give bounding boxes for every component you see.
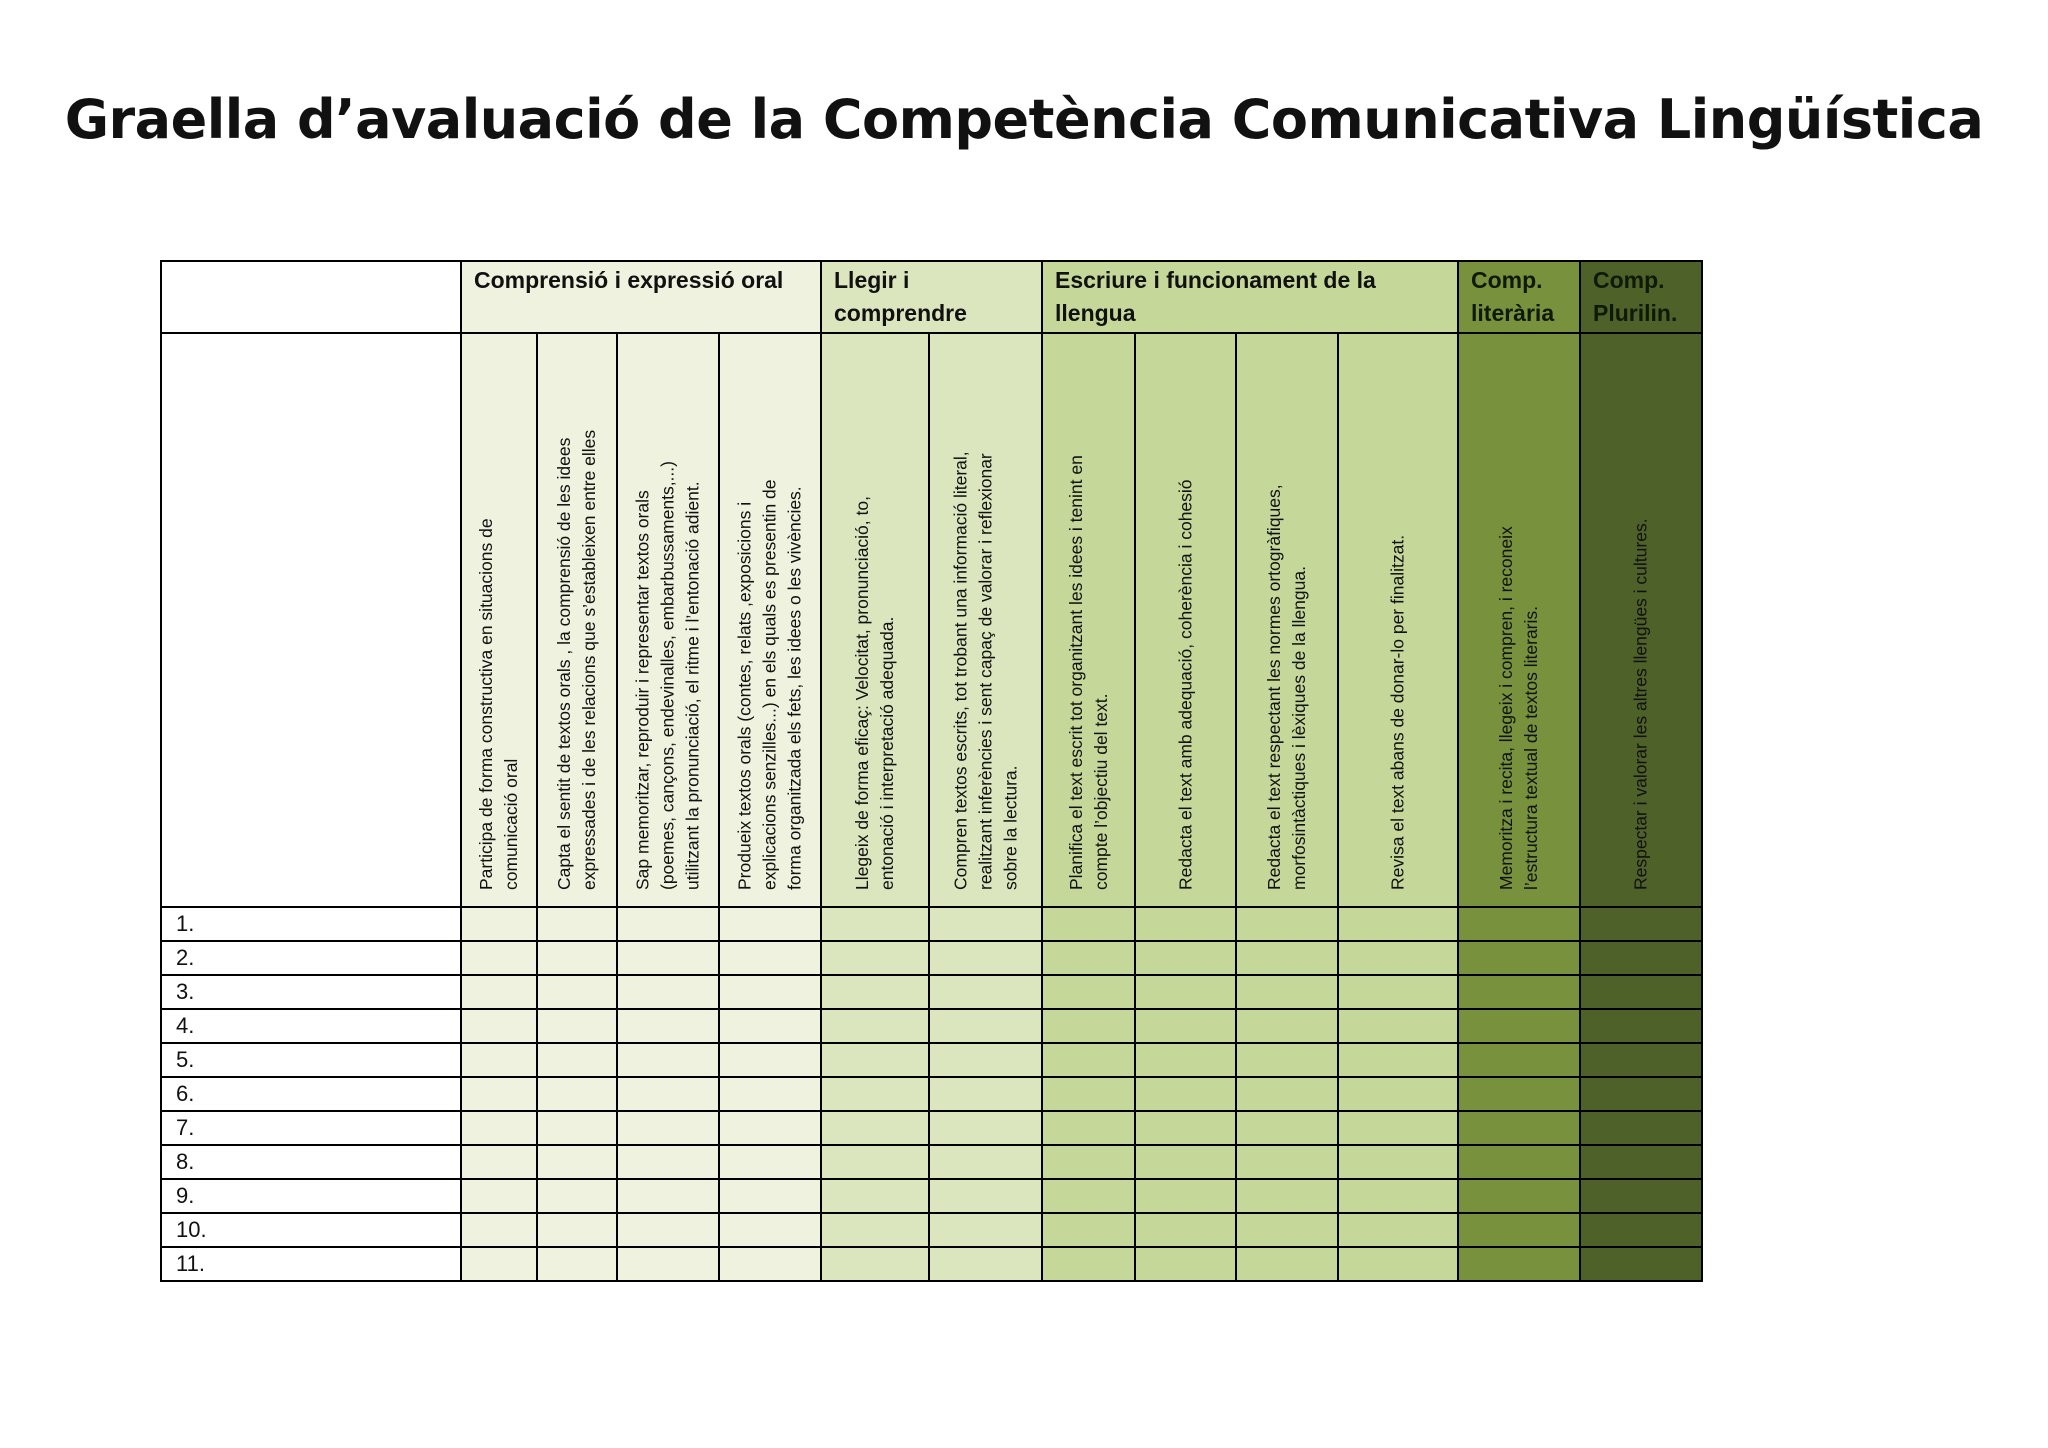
score-cell[interactable] (719, 941, 821, 975)
table-row (161, 1009, 1702, 1043)
score-cell[interactable] (1236, 1145, 1338, 1179)
row-number: 8. (161, 1145, 461, 1179)
score-cell[interactable] (617, 1077, 719, 1111)
score-cell[interactable] (1338, 1009, 1458, 1043)
score-cell[interactable] (461, 1213, 537, 1247)
score-cell[interactable] (1135, 975, 1236, 1009)
score-cell[interactable] (1338, 1145, 1458, 1179)
score-cell[interactable] (617, 907, 719, 941)
score-cell[interactable] (929, 1077, 1042, 1111)
group-literary: Comp. literària (1458, 261, 1580, 333)
table-row (161, 1213, 1702, 1247)
score-cell[interactable] (1236, 1077, 1338, 1111)
score-cell[interactable] (537, 941, 617, 975)
criterion-text: Produeix textos orals (contes, relats ,exposicions i explicacions senzilles...) en els quals es presentin de forma organitzada els fets, les idees o les vivències. (734, 479, 805, 890)
score-cell[interactable] (1135, 1145, 1236, 1179)
score-cell[interactable] (719, 1213, 821, 1247)
score-cell[interactable] (1338, 1111, 1458, 1145)
score-cell[interactable] (1135, 1179, 1236, 1213)
criterion-text: Redacta el text amb adequació, coherència i cohesió (1175, 479, 1195, 890)
table-row (161, 975, 1702, 1009)
score-cell[interactable] (1236, 1111, 1338, 1145)
row-number: 7. (161, 1111, 461, 1145)
score-cell[interactable] (1338, 1213, 1458, 1247)
score-cell[interactable] (719, 975, 821, 1009)
score-cell[interactable] (617, 1009, 719, 1043)
evaluation-grid (160, 260, 1703, 1282)
score-cell[interactable] (1135, 1213, 1236, 1247)
criterion-text: Sap memoritzar, reproduir i representar textos orals (poemes, cançons, endevinalles, embarbussaments,...) utilitzant la pronunciació, el ritme i l’entonació adient. (632, 461, 703, 890)
score-cell[interactable] (1338, 941, 1458, 975)
score-cell[interactable] (821, 1077, 929, 1111)
score-cell[interactable] (1338, 1043, 1458, 1077)
group-writing: Escriure i funcionament de la llengua (1042, 261, 1458, 333)
score-cell[interactable] (929, 1179, 1042, 1213)
score-cell[interactable] (1236, 975, 1338, 1009)
score-cell[interactable] (1236, 1213, 1338, 1247)
criterion-cell (461, 333, 537, 907)
score-cell[interactable] (1458, 1145, 1580, 1179)
criterion-text: Respectar i valorar les altres llengües i cultures. (1630, 518, 1651, 890)
score-cell[interactable] (1580, 1247, 1702, 1281)
score-cell[interactable] (1458, 907, 1580, 941)
score-cell[interactable] (537, 1247, 617, 1281)
score-cell[interactable] (537, 1145, 617, 1179)
score-cell[interactable] (1042, 1179, 1135, 1213)
score-cell[interactable] (461, 1077, 537, 1111)
row-number: 5. (161, 1043, 461, 1077)
score-cell[interactable] (461, 907, 537, 941)
score-cell[interactable] (719, 1145, 821, 1179)
score-cell[interactable] (1135, 941, 1236, 975)
score-cell[interactable] (1338, 1247, 1458, 1281)
score-cell[interactable] (1135, 1009, 1236, 1043)
score-cell[interactable] (1236, 1043, 1338, 1077)
score-cell[interactable] (821, 975, 929, 1009)
score-cell[interactable] (1042, 1111, 1135, 1145)
score-cell[interactable] (1042, 1009, 1135, 1043)
score-cell[interactable] (1135, 1043, 1236, 1077)
score-cell[interactable] (719, 1111, 821, 1145)
score-cell[interactable] (1458, 975, 1580, 1009)
score-cell[interactable] (461, 975, 537, 1009)
criterion-text: Participa de forma constructiva en situacions de comunicació oral (476, 518, 521, 890)
score-cell[interactable] (929, 1043, 1042, 1077)
criterion-text: Llegeix de forma eficaç: Velocitat, pronunciació, to, entonació i interpretació adequada. (852, 496, 897, 890)
score-cell[interactable] (461, 1179, 537, 1213)
score-cell[interactable] (1580, 1111, 1702, 1145)
criterion-cell (1236, 333, 1338, 907)
criterion-cell (1458, 333, 1580, 907)
score-cell[interactable] (1236, 1009, 1338, 1043)
score-cell[interactable] (719, 1247, 821, 1281)
score-cell[interactable] (821, 1111, 929, 1145)
page-title: Graella d’avaluació de la Competència Comunicativa Lingüística (64, 88, 1984, 151)
table-row (161, 1043, 1702, 1077)
score-cell[interactable] (1458, 1213, 1580, 1247)
score-cell[interactable] (1338, 975, 1458, 1009)
score-cell[interactable] (461, 1043, 537, 1077)
score-cell[interactable] (1580, 941, 1702, 975)
group-header-row (161, 261, 1702, 333)
score-cell[interactable] (929, 1247, 1042, 1281)
criterion-cell (617, 333, 719, 907)
criterion-cell (537, 333, 617, 907)
score-cell[interactable] (1042, 907, 1135, 941)
score-cell[interactable] (537, 1111, 617, 1145)
score-cell[interactable] (617, 1213, 719, 1247)
row-number: 6. (161, 1077, 461, 1111)
student-rows (161, 907, 1702, 1281)
score-cell[interactable] (821, 1179, 929, 1213)
row-number: 10. (161, 1213, 461, 1247)
row-number: 1. (161, 907, 461, 941)
score-cell[interactable] (929, 941, 1042, 975)
score-cell[interactable] (821, 1043, 929, 1077)
criterion-text: Redacta el text respectant les normes ortogràfiques, morfosintàctiques i lèxiques de la llengua. (1264, 484, 1309, 890)
score-cell[interactable] (461, 941, 537, 975)
score-cell[interactable] (1338, 907, 1458, 941)
score-cell[interactable] (821, 907, 929, 941)
criterion-cell (1135, 333, 1236, 907)
score-cell[interactable] (1042, 1043, 1135, 1077)
score-cell[interactable] (537, 1213, 617, 1247)
score-cell[interactable] (1338, 1179, 1458, 1213)
score-cell[interactable] (1458, 1009, 1580, 1043)
score-cell[interactable] (1338, 1077, 1458, 1111)
score-cell[interactable] (1580, 1179, 1702, 1213)
score-cell[interactable] (1580, 1145, 1702, 1179)
score-cell[interactable] (821, 1213, 929, 1247)
score-cell[interactable] (461, 1111, 537, 1145)
score-cell[interactable] (537, 907, 617, 941)
table-row (161, 1077, 1702, 1111)
score-cell[interactable] (537, 1009, 617, 1043)
score-cell[interactable] (1042, 941, 1135, 975)
table-row (161, 907, 1702, 941)
score-cell[interactable] (929, 1111, 1042, 1145)
score-cell[interactable] (1580, 1009, 1702, 1043)
score-cell[interactable] (617, 1043, 719, 1077)
score-cell[interactable] (617, 1111, 719, 1145)
score-cell[interactable] (929, 1213, 1042, 1247)
criterion-text: Planifica el text escrit tot organitzant les idees i tenint en compte l’objectiu del text. (1065, 455, 1111, 890)
score-cell[interactable] (537, 1179, 617, 1213)
score-cell[interactable] (1135, 1247, 1236, 1281)
group-reading: Llegir i comprendre (821, 261, 1042, 333)
criterion-cell (1338, 333, 1458, 907)
score-cell[interactable] (617, 975, 719, 1009)
criterion-text: Revisa el text abans de donar-lo per finalitzat. (1387, 534, 1408, 890)
score-cell[interactable] (1458, 941, 1580, 975)
score-cell[interactable] (461, 1145, 537, 1179)
score-cell[interactable] (929, 907, 1042, 941)
score-cell[interactable] (1236, 941, 1338, 975)
criterion-text: Capta el sentit de textos orals , la comprensió de les idees expressades i de les relacions que s’estableixen entre elles (554, 429, 599, 890)
score-cell[interactable] (461, 1247, 537, 1281)
score-cell[interactable] (1135, 1077, 1236, 1111)
score-cell[interactable] (821, 1009, 929, 1043)
score-cell[interactable] (719, 907, 821, 941)
table-row (161, 1111, 1702, 1145)
row-number: 9. (161, 1179, 461, 1213)
group-oral: Comprensió i expressió oral (461, 261, 821, 333)
score-cell[interactable] (929, 1145, 1042, 1179)
score-cell[interactable] (1458, 1111, 1580, 1145)
score-cell[interactable] (821, 941, 929, 975)
score-cell[interactable] (1580, 1213, 1702, 1247)
score-cell[interactable] (929, 975, 1042, 1009)
corner-cell (161, 261, 461, 333)
score-cell[interactable] (719, 1009, 821, 1043)
score-cell[interactable] (1042, 1213, 1135, 1247)
table-row (161, 1247, 1702, 1281)
score-cell[interactable] (1135, 907, 1236, 941)
score-cell[interactable] (537, 975, 617, 1009)
score-cell[interactable] (537, 1077, 617, 1111)
criterion-text: Memoritza i recita, llegeix i compren, i reconeix l’estructura textual de textos literaris. (1496, 526, 1541, 890)
score-cell[interactable] (1042, 1077, 1135, 1111)
score-cell[interactable] (1236, 1247, 1338, 1281)
criteria-row (161, 333, 1702, 907)
score-cell[interactable] (537, 1043, 617, 1077)
score-cell[interactable] (821, 1247, 929, 1281)
score-cell[interactable] (719, 1077, 821, 1111)
score-cell[interactable] (617, 1247, 719, 1281)
score-cell[interactable] (1458, 1043, 1580, 1077)
score-cell[interactable] (821, 1145, 929, 1179)
table-row (161, 1145, 1702, 1179)
score-cell[interactable] (1458, 1247, 1580, 1281)
score-cell[interactable] (617, 941, 719, 975)
table-row (161, 1179, 1702, 1213)
score-cell[interactable] (617, 1179, 719, 1213)
criterion-text: Compren textos escrits, tot trobant una informació literal, realitzant inferències i sent capaç de valorar i reflexionar sobre la lectura. (950, 451, 1020, 890)
row-number: 11. (161, 1247, 461, 1281)
score-cell[interactable] (461, 1009, 537, 1043)
criterion-cell (929, 333, 1042, 907)
criterion-cell (1580, 333, 1702, 907)
score-cell[interactable] (1458, 1179, 1580, 1213)
score-cell[interactable] (1042, 975, 1135, 1009)
score-cell[interactable] (1042, 1145, 1135, 1179)
row-number: 2. (161, 941, 461, 975)
row-number: 4. (161, 1009, 461, 1043)
score-cell[interactable] (1580, 1043, 1702, 1077)
criterion-cell (719, 333, 821, 907)
score-cell[interactable] (1236, 1179, 1338, 1213)
score-cell[interactable] (1580, 907, 1702, 941)
score-cell[interactable] (1042, 1247, 1135, 1281)
score-cell[interactable] (1580, 975, 1702, 1009)
criterion-cell (1042, 333, 1135, 907)
score-cell[interactable] (1135, 1111, 1236, 1145)
group-plurilingual: Comp. Plurilin. (1580, 261, 1702, 333)
score-cell[interactable] (1236, 907, 1338, 941)
score-cell[interactable] (929, 1009, 1042, 1043)
score-cell[interactable] (1580, 1077, 1702, 1111)
score-cell[interactable] (1458, 1077, 1580, 1111)
criteria-corner-cell (161, 333, 461, 907)
row-number: 3. (161, 975, 461, 1009)
table-row (161, 941, 1702, 975)
score-cell[interactable] (719, 1179, 821, 1213)
criterion-cell (821, 333, 929, 907)
score-cell[interactable] (617, 1145, 719, 1179)
score-cell[interactable] (719, 1043, 821, 1077)
